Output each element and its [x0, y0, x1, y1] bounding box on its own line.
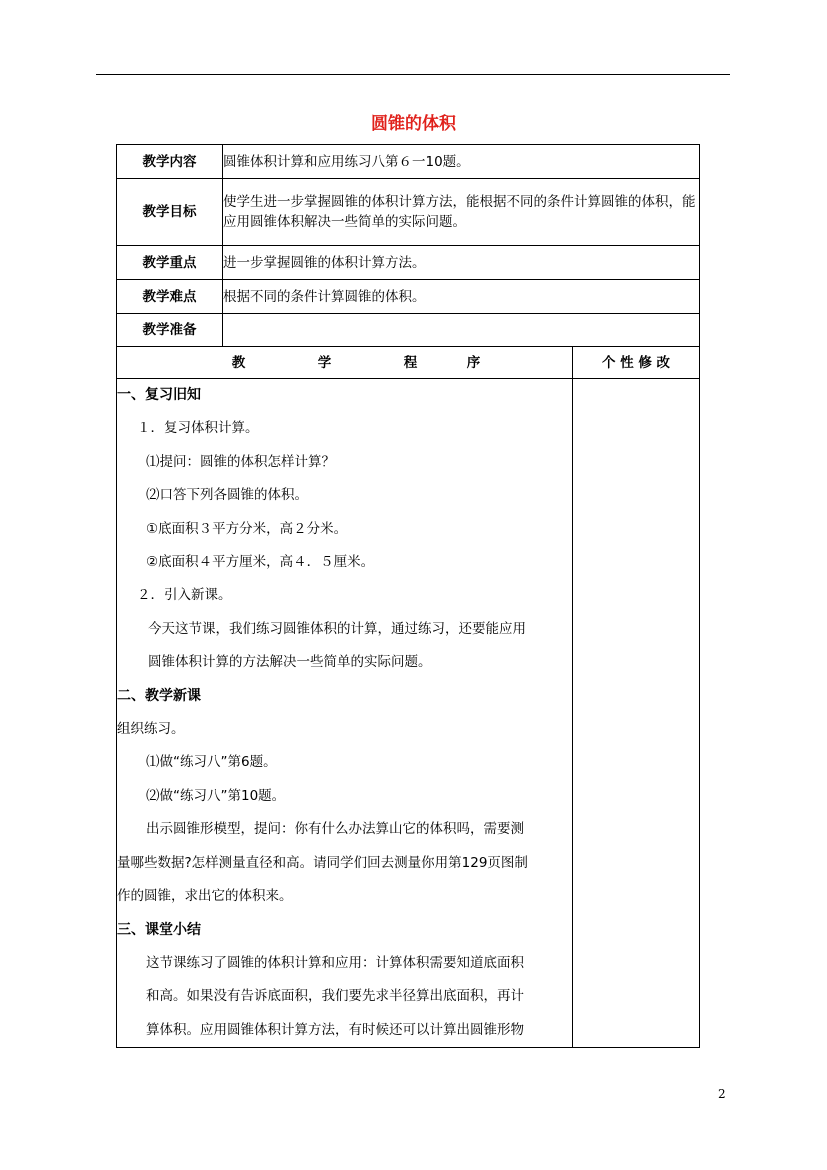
procedure-line: １．复习体积计算。: [137, 420, 259, 437]
procedure-header-char: 序: [466, 354, 481, 371]
table-row: [117, 280, 700, 314]
procedure-line: 今天这节课，我们练习圆锥体积的计算，通过练习，还要能应用: [148, 620, 526, 637]
header-rule: [96, 74, 730, 75]
row-label-goals: 教学目标: [117, 179, 223, 246]
procedure-line: 组织练习。: [117, 721, 185, 738]
section-heading: 二、教学新课: [117, 687, 201, 704]
table-row: [117, 347, 700, 379]
procedure-header-char: 程: [403, 354, 418, 371]
row-value-difficulty: 根据不同的条件计算圆锥的体积。: [223, 280, 700, 314]
section-heading: 一、复习旧知: [117, 387, 201, 403]
document-title: 圆锥的体积: [371, 114, 456, 134]
notes-column: [573, 379, 700, 1048]
row-label-key-point: 教学重点: [117, 246, 223, 280]
row-label-preparation: 教学准备: [117, 314, 223, 347]
procedure-line: 算体积。应用圆锥体积计算方法，有时候还可以计算出圆锥形物: [146, 1021, 524, 1038]
procedure-line: 圆锥体积计算的方法解决一些简单的实际问题。: [148, 654, 432, 671]
section-heading: 三、课堂小结: [117, 921, 201, 938]
row-value-key-point: 进一步掌握圆锥的体积计算方法。: [223, 246, 700, 280]
procedure-line: ⑵做“练习八”第10题。: [146, 787, 286, 804]
procedure-line: ⑵口答下列各圆锥的体积。: [146, 487, 308, 504]
table-row: [117, 179, 700, 246]
lesson-plan-table: [116, 144, 700, 1048]
procedure-header-char: 教: [231, 354, 246, 371]
procedure-header-char: 学: [317, 354, 332, 371]
row-value-content: 圆锥体积计算和应用练习八第６一10题。: [223, 145, 700, 179]
row-label-content: 教学内容: [117, 145, 223, 179]
table-row: [117, 145, 700, 179]
procedure-line: ⑴做“练习八”第6题。: [146, 754, 277, 771]
procedure-body: [117, 379, 573, 1048]
table-row: [117, 246, 700, 280]
row-label-difficulty: 教学难点: [117, 280, 223, 314]
procedure-line: 和高。如果没有告诉底面积，我们要先求半径算出底面积，再计: [146, 988, 524, 1005]
procedure-line: 出示圆锥形模型，提问：你有什么办法算山它的体积吗，需要测: [146, 821, 524, 838]
procedure-line: ②底面积４平方厘米，高４．５厘米。: [146, 554, 375, 571]
procedure-line: ①底面积３平方分米，高２分米。: [146, 520, 348, 537]
procedure-line: 作的圆锥，求出它的体积来。: [117, 888, 293, 905]
procedure-line: ⑴提问：圆锥的体积怎样计算？: [146, 453, 335, 470]
procedure-line: ２．引入新课。: [137, 587, 232, 604]
row-value-preparation: [223, 314, 700, 347]
table-row: [117, 314, 700, 347]
row-value-goals: 使学生进一步掌握圆锥的体积计算方法，能根据不同的条件计算圆锥的体积，能应用圆锥体积解决一些简单的实际问题。: [223, 179, 700, 246]
procedure-line: 量哪些数据?怎样测量直径和高。请同学们回去测量你用第129页图制: [117, 854, 528, 871]
notes-header: 个 性 修 改: [573, 347, 700, 379]
table-row: [117, 379, 700, 1048]
procedure-line: 这节课练习了圆锥的体积计算和应用：计算体积需要知道底面积: [146, 954, 524, 971]
procedure-header: [117, 347, 573, 379]
page-number: 2: [718, 1087, 726, 1101]
